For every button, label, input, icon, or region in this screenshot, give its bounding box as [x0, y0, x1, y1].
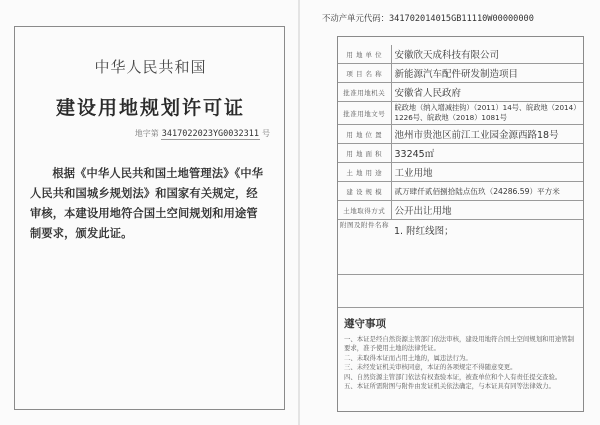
table-row	[338, 125, 583, 144]
list-item: 四、自然资源主管部门依法有权查验本证，被查单位和个人有责任提交查验。	[344, 372, 562, 381]
row-key-project-name: 项 目 名 称	[338, 64, 391, 83]
table-row	[338, 182, 583, 201]
table-row	[338, 64, 583, 83]
notes-section	[338, 307, 583, 391]
list-item: 二、未取得本证而占用土地的，属违法行为。	[344, 353, 472, 362]
row-value-approval-authority: 安徽省人民政府	[391, 83, 583, 102]
row-key-land-user: 用 地 单 位	[338, 45, 391, 64]
land-info-table	[338, 45, 583, 275]
attachment-item: 1. 附红线图；	[394, 226, 454, 237]
row-value-approval-doc-no: 皖政地（纳入增减挂钩）（2011）14号、皖政地（2014）1226号、皖政地（2018）1081号	[391, 102, 583, 125]
real-estate-unit-code	[322, 12, 534, 24]
row-key-approval-authority: 批准用地机关	[338, 83, 391, 102]
row-value-acquisition-method: 公开出让用地	[391, 201, 583, 220]
certificate-number-suffix: 号	[262, 129, 270, 138]
row-value-land-user: 安徽欣天成科技有限公司	[391, 45, 583, 64]
notes-title: 遵守事项	[344, 318, 386, 330]
table-row	[338, 83, 583, 102]
row-value-attachments	[391, 220, 583, 275]
row-key-construction-scale: 建 设 规 模	[338, 182, 391, 201]
row-value-land-use: 工业用地	[391, 163, 583, 182]
real-estate-code-value: 341702014015GB11110W00000000	[389, 14, 534, 24]
row-value-construction-scale: 贰万肆仟贰佰捌拾陆点伍玖（24286.59）平方米	[391, 182, 583, 201]
table-row-attachments	[338, 220, 583, 275]
row-value-land-area: 33245㎡	[391, 144, 583, 163]
certificate-frame-right	[337, 36, 584, 412]
row-key-acquisition-method: 土地取得方式	[338, 201, 391, 220]
table-row	[338, 201, 583, 220]
row-value-project-name: 新能源汽车配件研发制造项目	[391, 64, 583, 83]
table-row	[338, 163, 583, 182]
real-estate-code-label: 不动产单元代码：	[322, 13, 389, 23]
table-row	[338, 102, 583, 125]
certificate-number-value: 3417022023YG0032311	[161, 129, 259, 139]
row-value-land-location: 池州市贵池区前江工业园金源西路18号	[391, 125, 583, 144]
notes-list	[338, 335, 583, 391]
list-item: 五、本证所需附图与附件由发证机关依法确定，与本证具有同等法律效力。	[344, 382, 555, 391]
certificate-number	[135, 128, 270, 139]
row-key-land-use: 土 地 用 途	[338, 163, 391, 182]
row-key-approval-doc-no: 批准用地文号	[338, 102, 391, 125]
country-name: 中华人民共和国	[94, 58, 207, 76]
row-key-land-area: 用 地 面 积	[338, 144, 391, 163]
certificate-title: 建设用地规划许可证	[55, 97, 245, 119]
table-row	[338, 45, 583, 64]
legal-basis-text: 根据《中华人民共和国土地管理法》《中华人民共和国城乡规划法》和国家有关规定，经审核，本建设用地符合国土空间规划和用途管制要求，颁发此证。	[30, 167, 264, 240]
list-item: 一、本证是经自然资源主管部门依法审核，建设用地符合国土空间规划和用途管制要求，准予使用土地的法律凭证。	[344, 335, 575, 353]
table-row	[338, 144, 583, 163]
list-item: 三、未经发证机关审核同意，本证的各项规定不得随意变更。	[344, 363, 517, 372]
left-page	[0, 0, 298, 425]
row-key-land-location: 用 地 位 置	[338, 125, 391, 144]
row-key-attachments: 附图及附件名称	[338, 220, 391, 275]
certificate-number-label: 地字第	[134, 129, 159, 138]
